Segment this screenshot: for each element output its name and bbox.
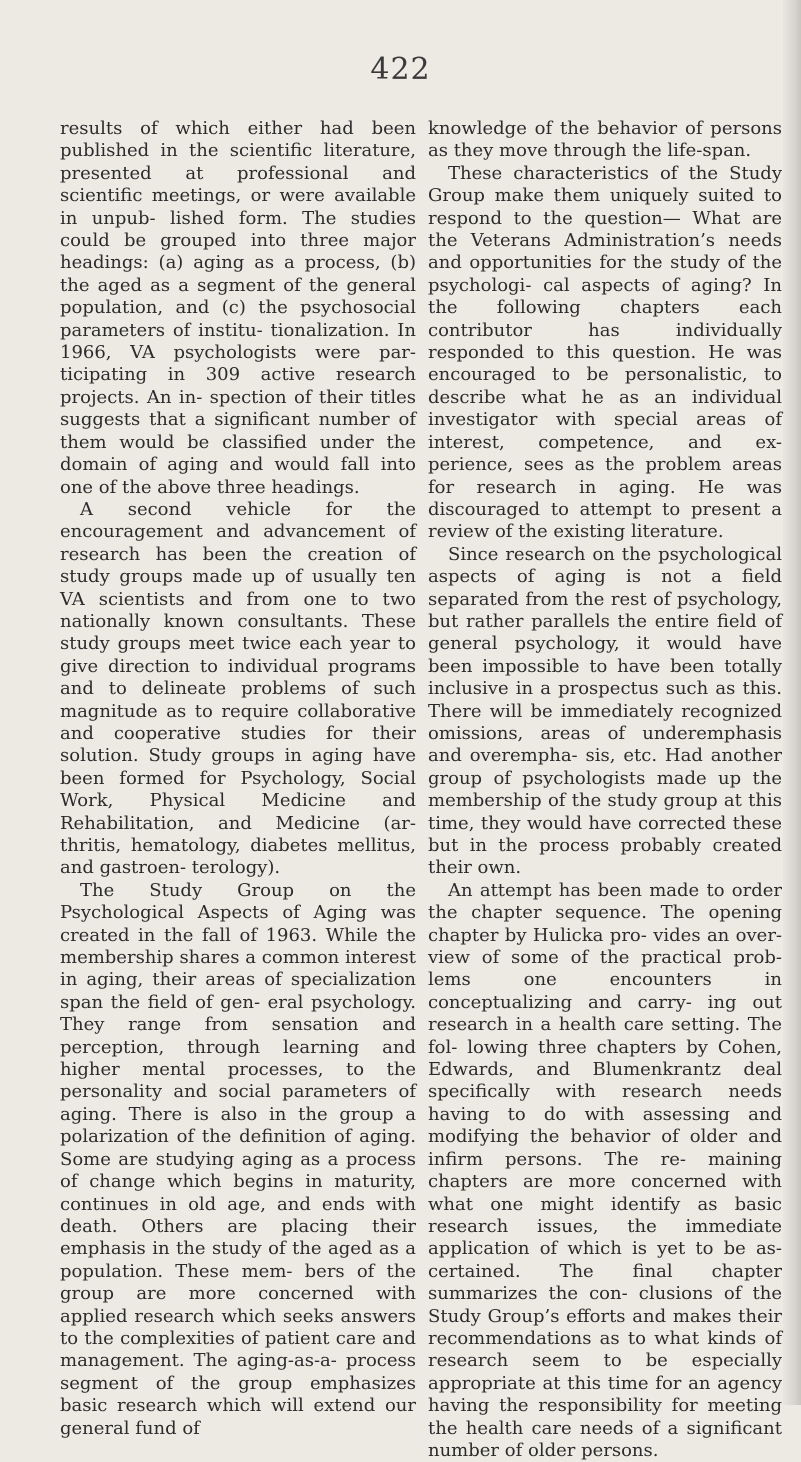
paragraph-chapter-sequence: An attempt has been made to order the chapter sequence. The opening chapter by Hulicka pro- vides an over-view of some of the practical prob- lems one encounters in conceptualizing and carry- ing out research in a health care setting. The fol- lowing three chapters by Cohen, Edwards, and Blumenkrantz deal specifically with research needs having to do with assessing and modifying the behavior of older and infirm persons. The re- maining chapters are more concerned with what one might identify as basic research issues, the immediate application of which is yet to be as- certained. The final chapter summarizes the con- clusions of the Study Group’s efforts and makes their recommendations as to what kinds of research seem to be especially appropriate at this time for an agency having the responsibility for meeting the health care needs of a significant number of older persons. (428, 879, 782, 1461)
right-text-column (428, 118, 782, 1462)
left-text-column (60, 118, 416, 1440)
paragraph-study-groups: A second vehicle for the encouragement and advancement of research has been the creation of study groups made up of usually ten VA scientists and from one to two nationally known consultants. These study groups meet twice each year to give direction to individual programs and to delineate problems of such magnitude as to require collaborative and cooperative studies for their solution. Study groups in aging have been formed for Psychology, Social Work, Physical Medicine and Rehabilitation, and Medicine (ar- thritis, hematology, diabetes mellitus, and gastroen- terology). (60, 498, 416, 879)
paragraph-characteristics: These characteristics of the Study Group make them uniquely suited to respond to the question— What are the Veterans Administration’s needs and opportunities for the study of the psychologi- cal aspects of aging? In the following chapters each contributor has individually responded to this question. He was encouraged to be personalistic, to describe what he as an individual investigator with special areas of interest, competence, and ex- perience, sees as the problem areas for research in aging. He was discouraged to attempt to present a review of the existing literature. (428, 162, 782, 543)
paragraph-psychological-aspects: The Study Group on the Psychological Aspects of Aging was created in the fall of 1963. While the membership shares a common interest in aging, their areas of specialization span the field of gen- eral psychology. They range from sensation and perception, through learning and higher mental processes, to the personality and social parameters of aging. There is also in the group a polarization of the definition of aging. Some are studying aging as a process of change which begins in maturity, continues in old age, and ends with death. Others are placing their emphasis in the study of the aged as a population. These mem- bers of the group are more concerned with applied research which seeks answers to the complexities of patient care and management. The aging-as-a- process segment of the group emphasizes basic research which will extend our general fund of (60, 879, 416, 1439)
paragraph-continued: results of which either had been published in the scientific literature, presented at professional and scientific meetings, or were available in unpub- lished form. The studies could be grouped into three major headings: (a) aging as a process, (b) the aged as a segment of the general population, and (c) the psychosocial parameters of institu- tionalization. In 1966, VA psychologists were par- ticipating in 309 active research projects. An in- spection of their titles suggests that a significant number of them would be classified under the domain of aging and would fall into one of the above three headings. (60, 118, 416, 498)
page-number: 422 (370, 52, 431, 87)
page-edge-shadow (783, 0, 801, 1405)
paragraph-scope: Since research on the psychological aspects of aging is not a field separated from the rest of psychology, but rather parallels the entire field of general psychology, it would have been impossible to have been totally inclusive in a prospectus such as this. There will be immediately recognized omissions, areas of underemphasis and overempha- sis, etc. Had another group of psychologists made up the membership of the study group at this time, they would have corrected these but in the process probably created their own. (428, 543, 782, 879)
paragraph-continued: knowledge of the behavior of persons as they move through the life-span. (428, 118, 782, 162)
